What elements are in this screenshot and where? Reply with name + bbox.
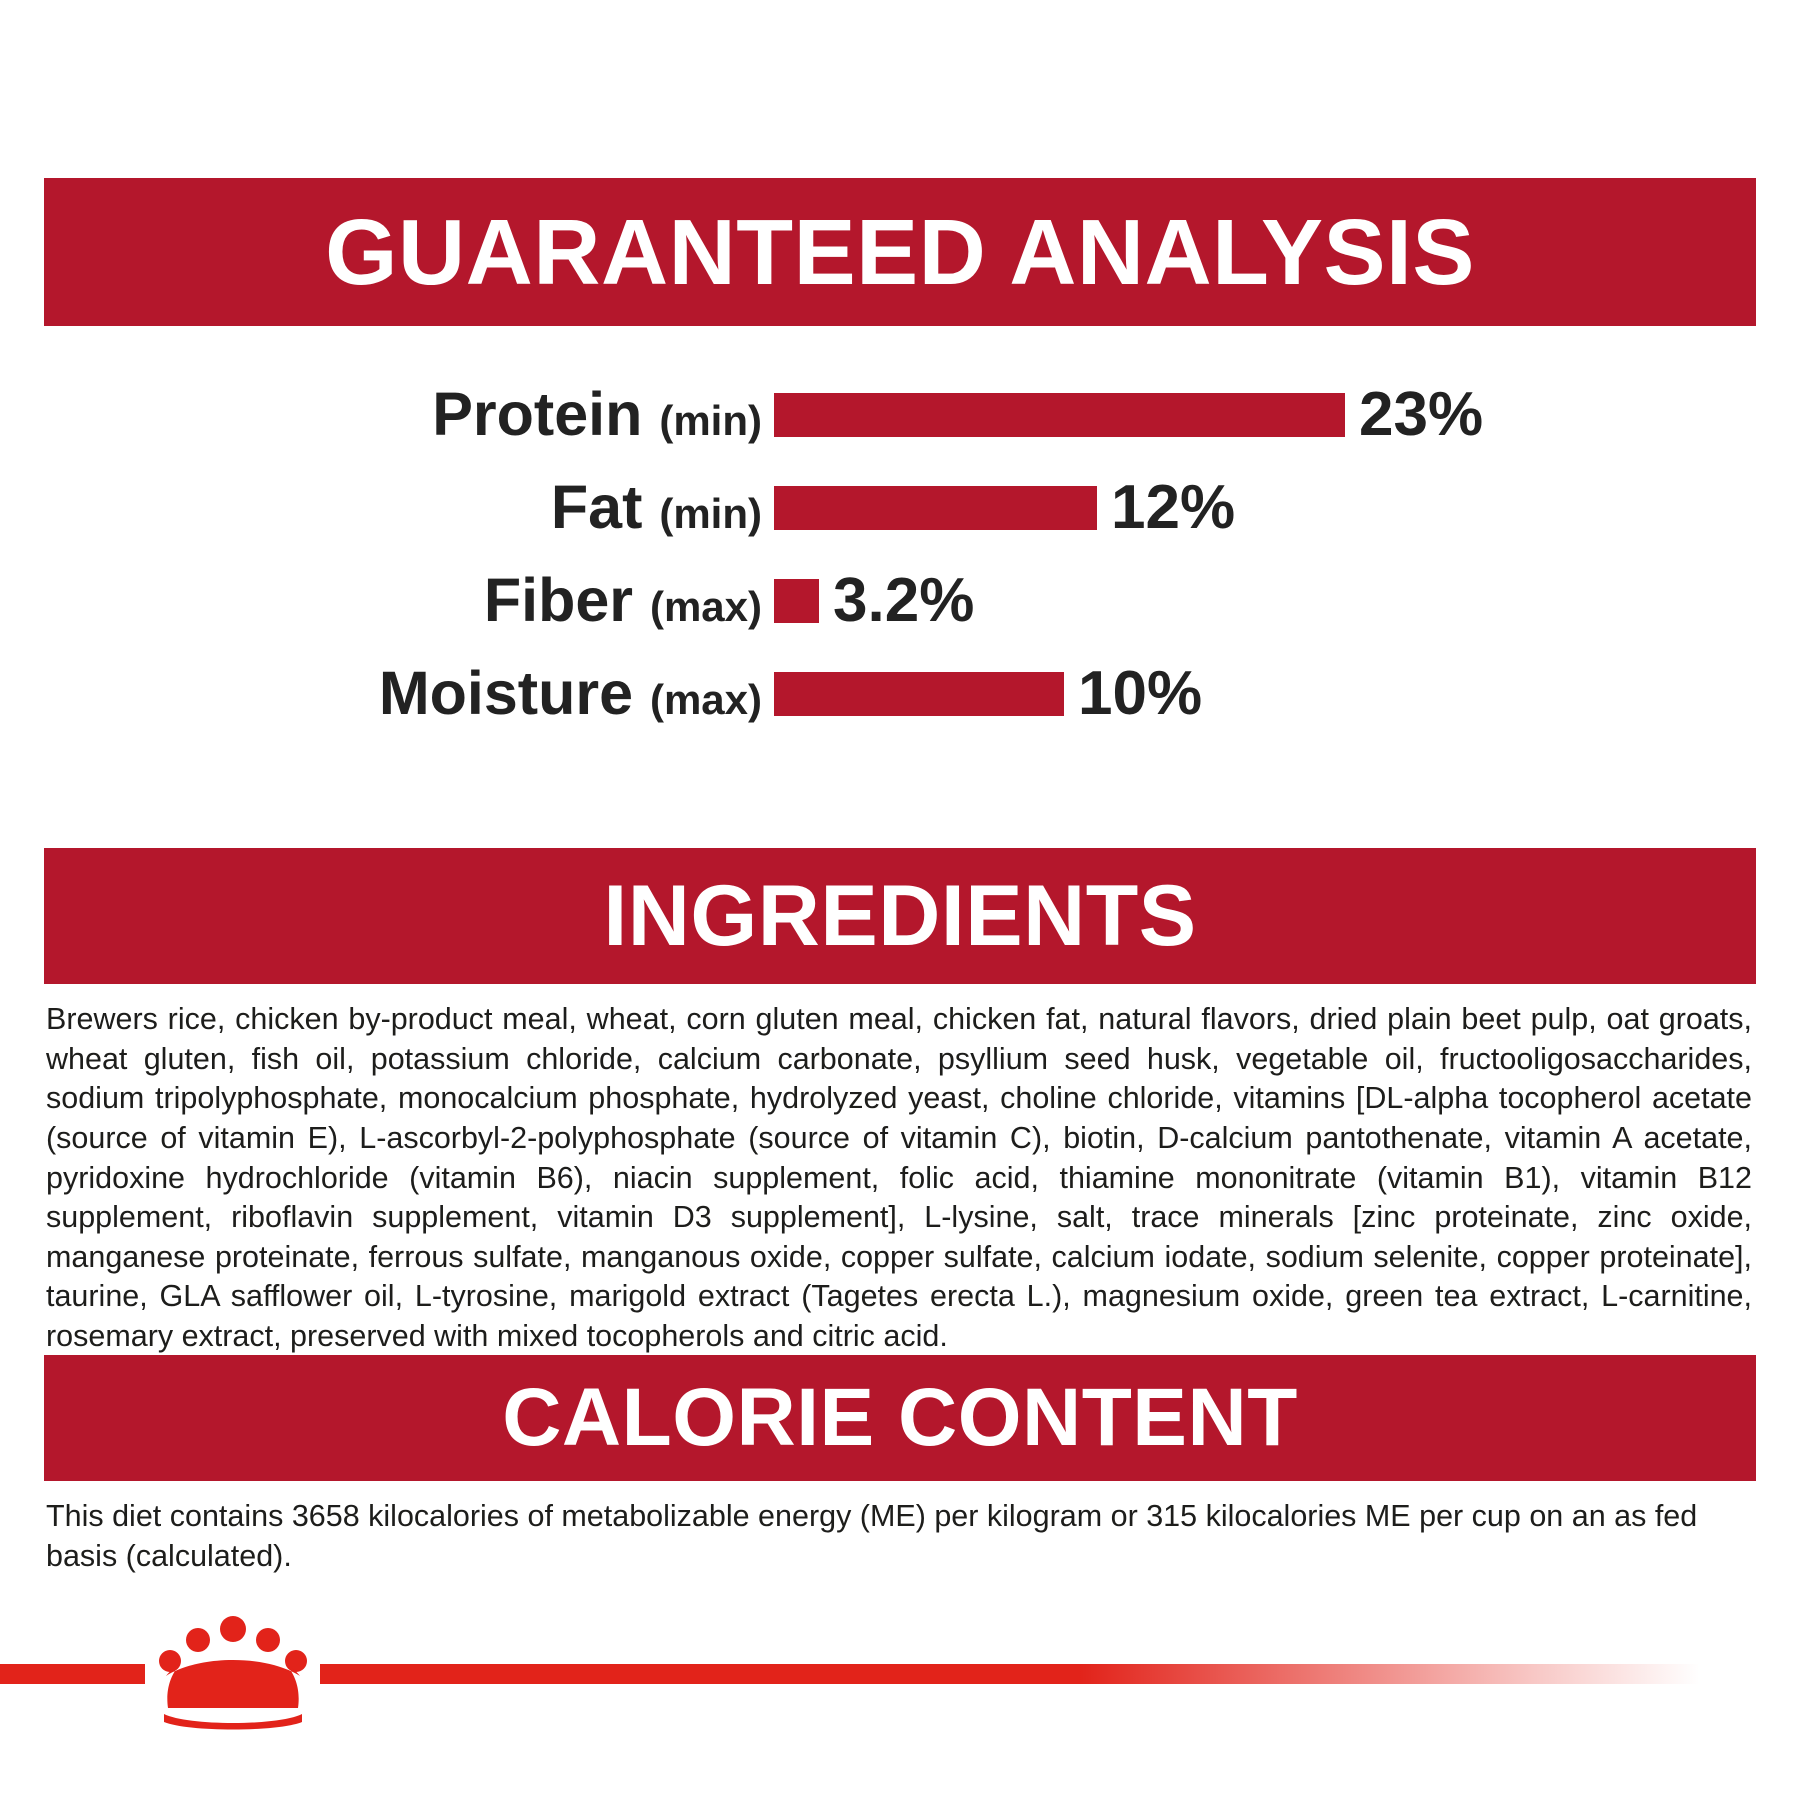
analysis-row <box>44 554 1756 647</box>
royal-crown-icon <box>148 1616 318 1732</box>
footer-rule-right <box>320 1664 1700 1684</box>
analysis-label <box>44 659 774 727</box>
nutrient-name-text: Fiber <box>483 566 633 634</box>
nutrient-qualifier: (max) <box>649 676 762 723</box>
analysis-bar-wrap <box>774 565 1756 635</box>
guaranteed-analysis-title: GUARANTEED ANALYSIS <box>325 199 1475 304</box>
guaranteed-analysis-banner <box>44 178 1756 326</box>
nutrient-name-text: Fat <box>550 473 643 541</box>
analysis-bar <box>774 672 1064 716</box>
ingredients-text: Brewers rice, chicken by-product meal, wheat, corn gluten meal, chicken fat, natural flavors, dried plain beet pulp, oat groats, wheat gluten, fish oil, potassium chloride, calcium carbonate, psyllium seed husk, vegetable oil, fructooligosaccharides, sodium tripolyphosphate, monocalcium phosphate, hydrolyzed yeast, choline chloride, vitamins [DL-alpha tocopherol acetate (source of vitamin E), L-ascorbyl-2-polyphosphate (source of vitamin C), biotin, D-calcium pantothenate, vitamin A acetate, pyridoxine hydrochloride (vitamin B6), niacin supplement, folic acid, thiamine mononitrate (vitamin B1), vitamin B12 supplement, riboflavin supplement, vitamin D3 supplement], L-lysine, salt, trace minerals [zinc proteinate, zinc oxide, manganese proteinate, ferrous sulfate, manganous oxide, copper sulfate, calcium iodate, sodium selenite, copper proteinate], taurine, GLA safflower oil, L-tyrosine, marigold extract (Tagetes erecta L.), magnesium oxide, green tea extract, L-carnitine, rosemary extract, preserved with mixed tocopherols and citric acid. <box>46 1002 1752 1354</box>
analysis-bar <box>774 486 1097 530</box>
analysis-label <box>44 566 774 634</box>
nutrient-name-text: Protein <box>432 380 643 448</box>
footer-rule-left <box>0 1664 145 1684</box>
analysis-label <box>44 380 774 448</box>
analysis-value: 12% <box>1111 472 1236 542</box>
analysis-value: 10% <box>1078 658 1203 728</box>
nutrient-name-text: Moisture <box>378 659 633 727</box>
analysis-bar-wrap <box>774 379 1756 449</box>
calorie-content-banner <box>44 1355 1756 1481</box>
analysis-row <box>44 461 1756 554</box>
analysis-bar <box>774 393 1345 437</box>
analysis-bar-wrap <box>774 472 1756 542</box>
analysis-row <box>44 368 1756 461</box>
analysis-value: 3.2% <box>833 565 975 635</box>
analysis-bar <box>774 579 819 623</box>
calorie-content-title: CALORIE CONTENT <box>502 1372 1298 1463</box>
calorie-content-text: This diet contains 3658 kilocalories of metabolizable energy (ME) per kilogram or 315 kilocalories ME per cup on an as fed basis (calculated). <box>46 1499 1698 1573</box>
nutrient-qualifier: (max) <box>649 583 762 630</box>
analysis-label <box>44 473 774 541</box>
ingredients-title: INGREDIENTS <box>603 867 1197 964</box>
analysis-bar-wrap <box>774 658 1756 728</box>
ingredients-banner <box>44 848 1756 984</box>
footer <box>0 1644 1800 1704</box>
analysis-row <box>44 647 1756 740</box>
guaranteed-analysis-chart <box>44 368 1756 740</box>
analysis-value: 23% <box>1359 379 1484 449</box>
nutrient-qualifier: (min) <box>659 397 762 444</box>
nutrient-qualifier: (min) <box>659 490 762 537</box>
